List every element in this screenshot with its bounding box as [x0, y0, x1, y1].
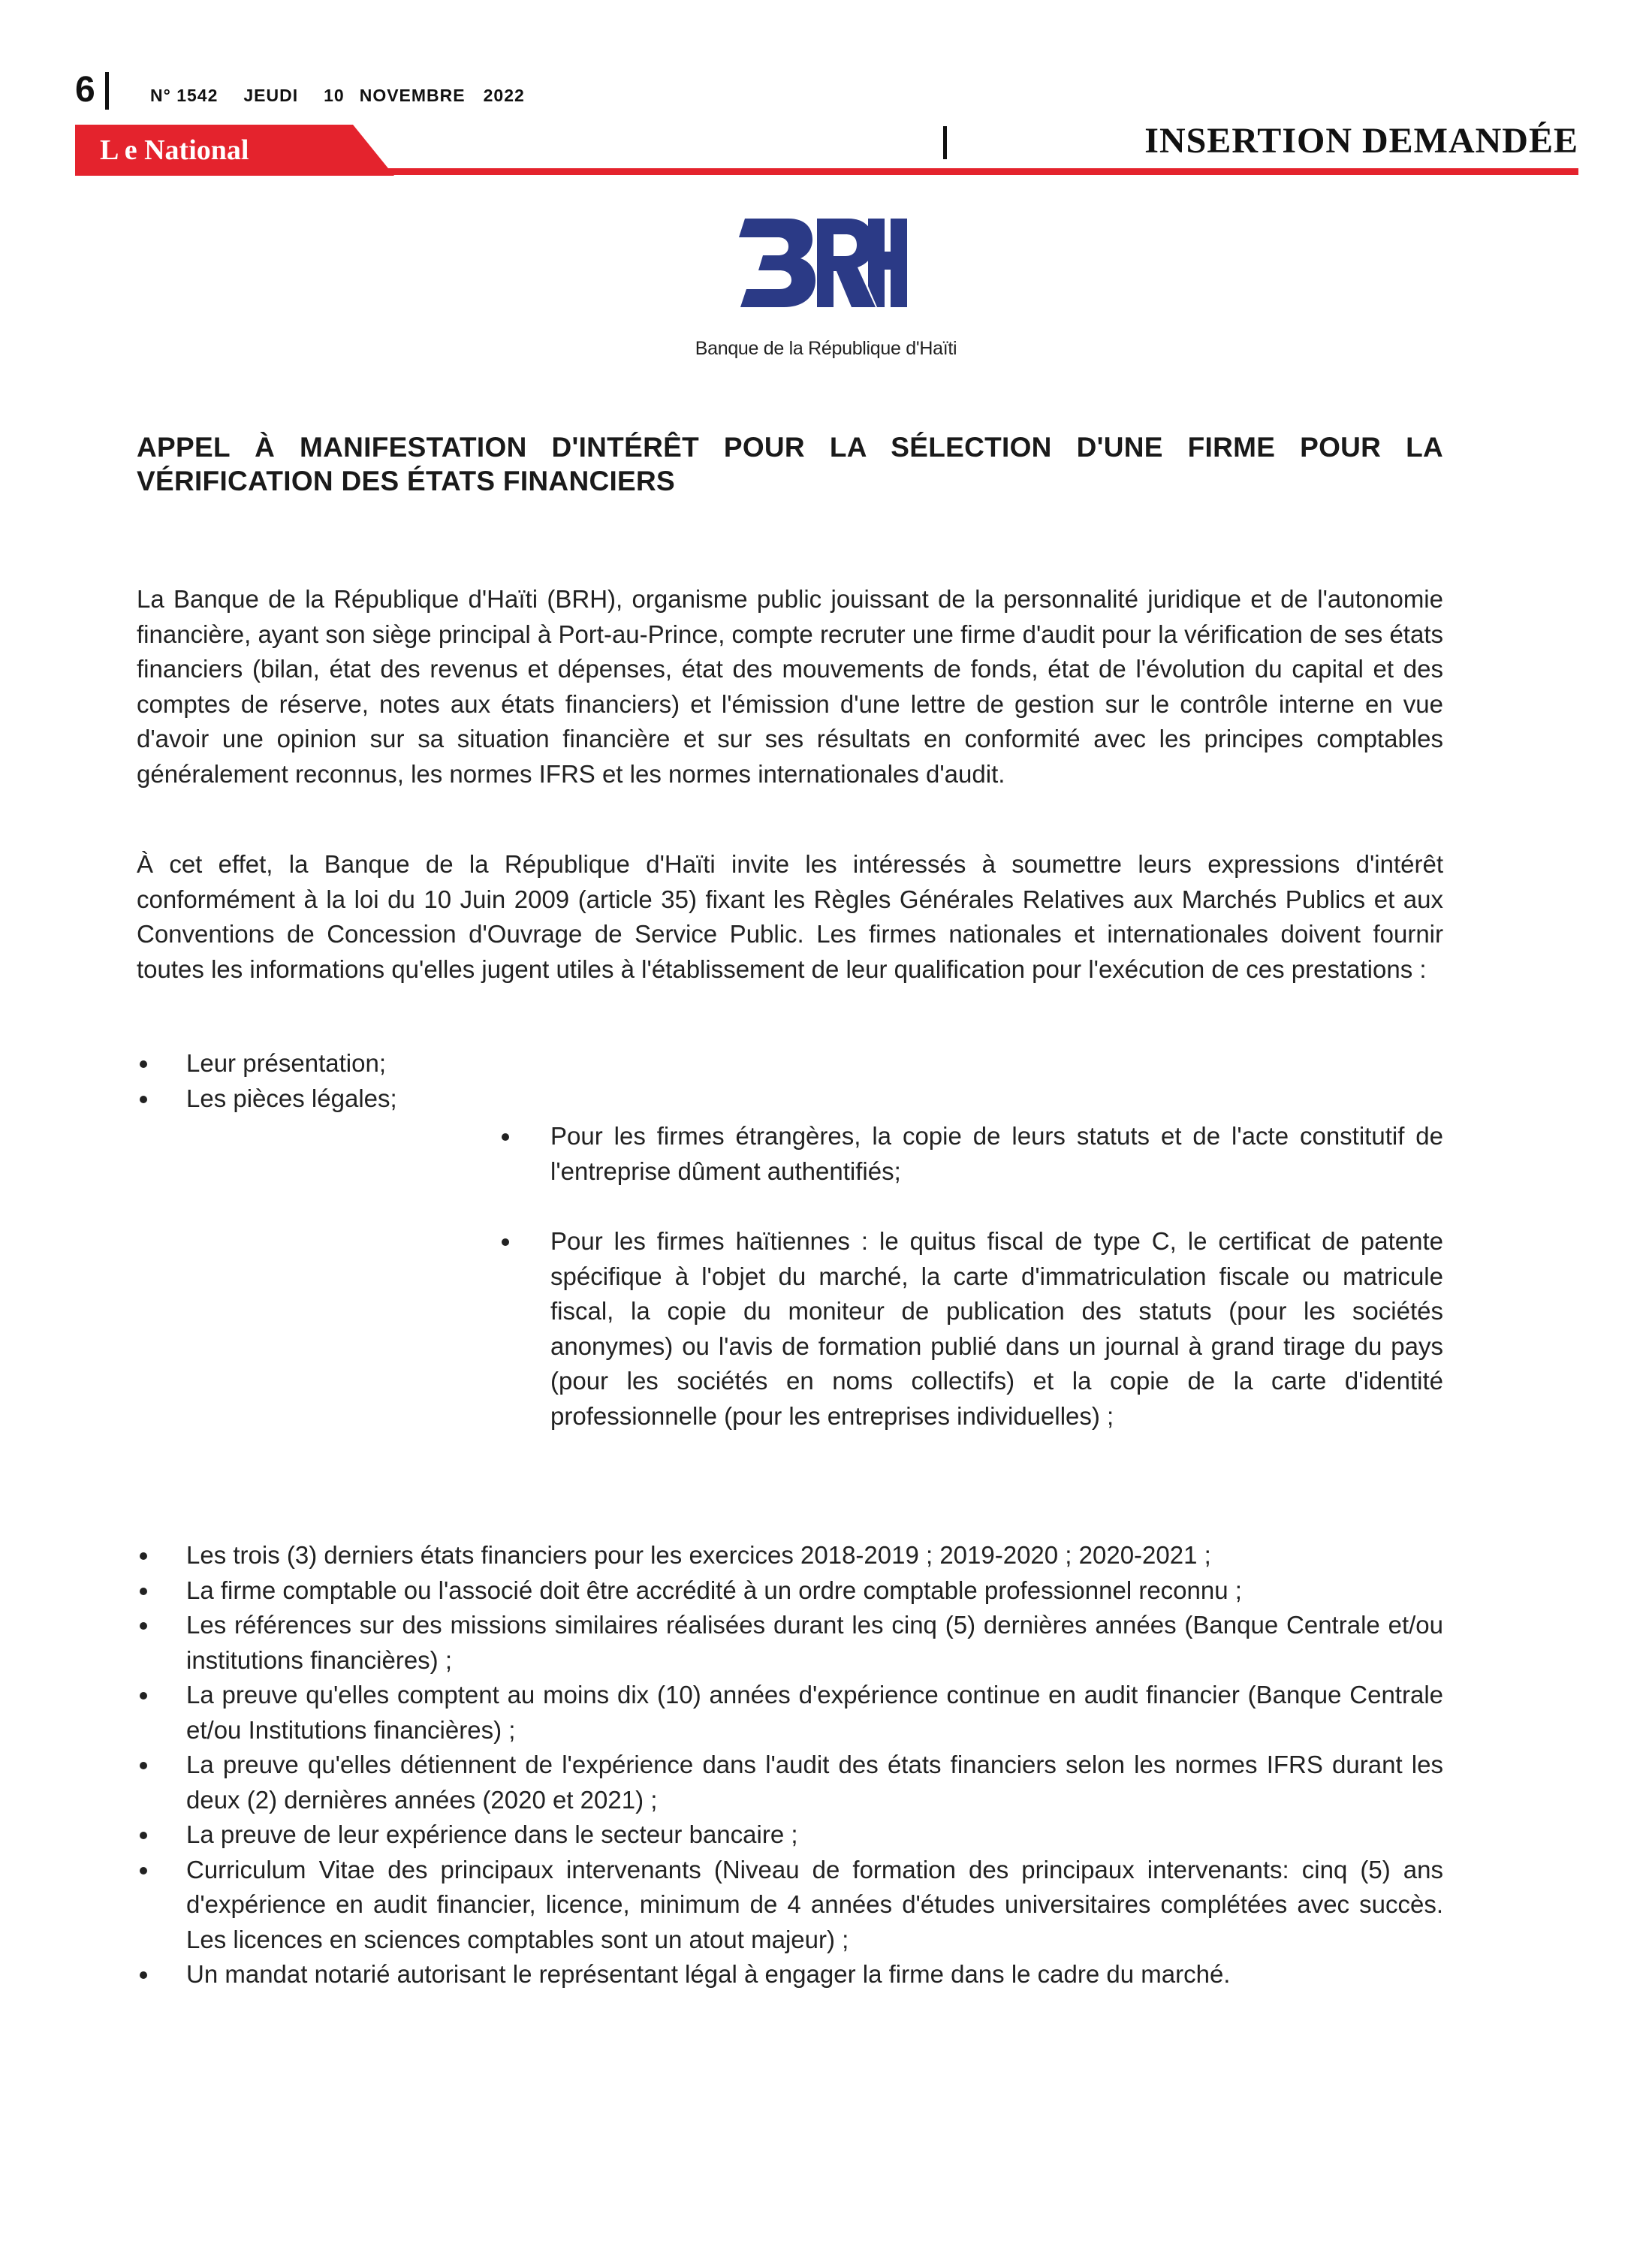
logo-caption: Banque de la République d'Haïti	[695, 338, 957, 359]
list-item: La firme comptable ou l'associé doit être accrédité à un ordre comptable professionnel reconnu ;	[137, 1573, 1443, 1609]
list-item: La preuve de leur expérience dans le secteur bancaire ;	[137, 1817, 1443, 1853]
list-item: Pour les firmes haïtiennes : le quitus fiscal de type C, le certificat de patente spécifique à l'objet du marché, la carte d'immatriculation fiscale ou matricule fiscal, la copie du moniteur de publication des statuts (pour les sociétés anonymes) ou l'avis de formation publié dans un journal à grand tirage du pays (pour les sociétés en noms collectifs) et la copie de la carte d'identité professionnelle (pour les entreprises individuelles) ;	[502, 1224, 1443, 1434]
invitation-paragraph: À cet effet, la Banque de la République d'Haïti invite les intéressés à soumettre leurs expressions d'intérêt conformément à la loi du 10 Juin 2009 (article 35) fixant les Règles Générales Relatives aux Marchés Publics et aux Conventions de Concession d'Ouvrage de Service Public. Les firmes nationales et internationales doivent fournir toutes les informations qu'elles jugent utiles à l'établissement de leur qualification pour l'exécution de ces prestations :	[137, 850, 1443, 983]
legal-docs-foreign	[502, 1119, 1443, 1189]
issue-weekday: JEUDI	[243, 86, 299, 105]
header-separator	[943, 126, 947, 159]
list-item: Pour les firmes étrangères, la copie de leurs statuts et de l'acte constitutif de l'entreprise dûment authentifiés;	[502, 1119, 1443, 1189]
requirements-list-second	[137, 1538, 1443, 1992]
intro-paragraph: La Banque de la République d'Haïti (BRH), organisme public jouissant de la personnalité juridique et de l'autonomie financière, ayant son siège principal à Port-au-Prince, compte recruter une firme d'audit pour la vérification de ses états financiers (bilan, état des revenus et dépenses, état des mouvements de fonds, état de l'évolution du capital et des comptes de réserve, notes aux états financiers) et l'émission d'une lettre de gestion sur le contrôle interne en vue d'avoir une opinion sur sa situation financière et sur ses résultats en conformité avec les principes comptables généralement reconnus, les normes IFRS et les normes internationales d'audit.	[137, 585, 1443, 788]
list-item: La preuve qu'elles détiennent de l'expérience dans l'audit des états financiers selon les normes IFRS durant les deux (2) dernières années (2020 et 2021) ;	[137, 1748, 1443, 1817]
page-number: 6	[75, 70, 95, 110]
notice-title: APPEL À MANIFESTATION D'INTÉRÊT POUR LA SÉLECTION D'UNE FIRME POUR LA VÉRIFICATION DES ÉTATS FINANCIERS	[137, 432, 1443, 496]
list-item: Les trois (3) derniers états financiers pour les exercices 2018-2019 ; 2019-2020 ; 2020-2021 ;	[137, 1538, 1443, 1573]
header-rule	[75, 168, 1578, 175]
requirements-list-first	[137, 1046, 1443, 1116]
page-number-divider	[105, 72, 109, 110]
list-item: Curriculum Vitae des principaux intervenants (Niveau de formation des principaux intervenants: cinq (5) ans d'expérience en audit financier, licence, minimum de 4 années d'études universitaires complétées avec succès. Les licences en sciences comptables sont un atout majeur) ;	[137, 1853, 1443, 1958]
list-item: Les pièces légales;	[137, 1081, 1443, 1117]
list-item: La preuve qu'elles comptent au moins dix (10) années d'expérience continue en audit financier (Banque Centrale et/ou Institutions financières) ;	[137, 1678, 1443, 1748]
list-item: Un mandat notarié autorisant le représentant légal à engager la firme dans le cadre du marché.	[137, 1957, 1443, 1992]
issue-month: NOVEMBRE	[359, 86, 466, 105]
issue-year: 2022	[483, 86, 525, 105]
list-item: Leur présentation;	[137, 1046, 1443, 1081]
issue-day: 10	[324, 86, 345, 105]
legal-docs-haitian	[502, 1224, 1443, 1434]
section-title: INSERTION DEMANDÉE	[1144, 121, 1578, 161]
publication-name: L e National	[100, 134, 249, 166]
issue-line	[150, 86, 550, 106]
brh-logo	[736, 214, 909, 312]
list-item: Les références sur des missions similaires réalisées durant les cinq (5) dernières années (Banque Centrale et/ou institutions financières) ;	[137, 1608, 1443, 1678]
issue-number: N° 1542	[150, 86, 219, 105]
